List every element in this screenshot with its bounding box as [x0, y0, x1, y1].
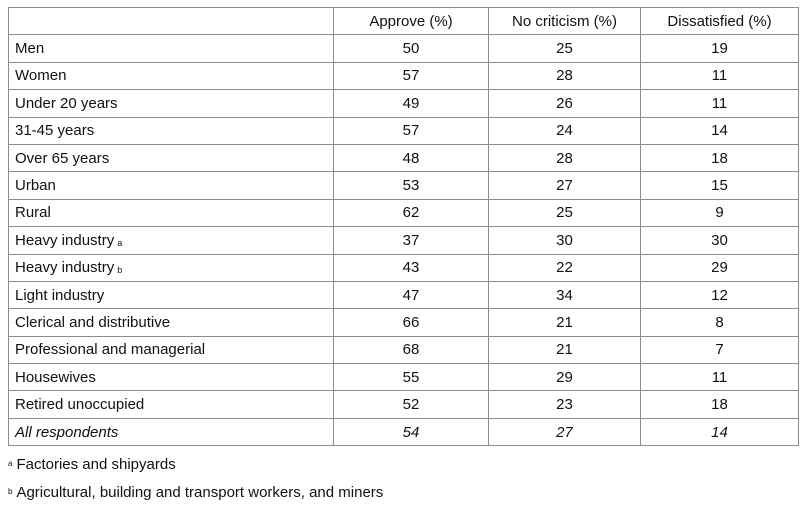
no-criticism-cell: 28: [489, 62, 641, 89]
header-approve: Approve (%): [334, 8, 489, 35]
approve-cell: 52: [334, 391, 489, 418]
dissatisfied-cell: 30: [641, 227, 799, 254]
footnote-text: Agricultural, building and transport workers, and miners: [16, 484, 384, 501]
no-criticism-cell: 22: [489, 254, 641, 281]
no-criticism-cell: 30: [489, 227, 641, 254]
row-label-text: Housewives: [15, 368, 96, 386]
header-blank: [9, 8, 334, 35]
total-no-criticism-cell: 27: [489, 418, 641, 445]
footnote: [8, 450, 383, 478]
footnotes: [8, 450, 383, 506]
table-row: [9, 391, 799, 418]
no-criticism-cell: 23: [489, 391, 641, 418]
table-body: [9, 35, 799, 446]
row-label-text: 31-45 years: [15, 122, 95, 140]
header-dissatisfied: Dissatisfied (%): [641, 8, 799, 35]
row-label: [9, 199, 334, 226]
row-label-text: Heavy industry: [15, 231, 115, 249]
no-criticism-cell: 26: [489, 90, 641, 117]
row-label-text: Men: [15, 40, 45, 58]
table-row: [9, 117, 799, 144]
row-label: [9, 62, 334, 89]
dissatisfied-cell: 18: [641, 391, 799, 418]
footnote-marker: a: [8, 459, 13, 468]
table-row: [9, 35, 799, 62]
dissatisfied-cell: 29: [641, 254, 799, 281]
no-criticism-cell: 34: [489, 281, 641, 308]
row-label: [9, 90, 334, 117]
footnote: [8, 478, 383, 506]
table-row: [9, 254, 799, 281]
footnote-marker: b: [117, 265, 123, 276]
row-label-text: Clerical and distributive: [15, 313, 171, 331]
total-dissatisfied-cell: 14: [641, 418, 799, 445]
approve-cell: 49: [334, 90, 489, 117]
no-criticism-cell: 24: [489, 117, 641, 144]
dissatisfied-cell: 11: [641, 90, 799, 117]
row-label-text: Under 20 years: [15, 94, 118, 112]
row-label-text: Over 65 years: [15, 149, 110, 167]
total-label: All respondents: [9, 418, 334, 445]
approve-cell: 57: [334, 62, 489, 89]
table-row: [9, 227, 799, 254]
row-label: [9, 35, 334, 62]
approve-cell: 48: [334, 144, 489, 171]
table-row: [9, 90, 799, 117]
dissatisfied-cell: 12: [641, 281, 799, 308]
dissatisfied-cell: 11: [641, 62, 799, 89]
row-label-text: Retired unoccupied: [15, 396, 145, 414]
table-row: [9, 281, 799, 308]
table-row: [9, 364, 799, 391]
table-row: [9, 336, 799, 363]
no-criticism-cell: 21: [489, 336, 641, 363]
dissatisfied-cell: 18: [641, 144, 799, 171]
dissatisfied-cell: 11: [641, 364, 799, 391]
dissatisfied-cell: 15: [641, 172, 799, 199]
table-row: [9, 172, 799, 199]
approve-cell: 55: [334, 364, 489, 391]
no-criticism-cell: 27: [489, 172, 641, 199]
table-row: [9, 309, 799, 336]
survey-table: [8, 7, 799, 446]
row-label-text: Light industry: [15, 286, 105, 304]
dissatisfied-cell: 8: [641, 309, 799, 336]
dissatisfied-cell: 14: [641, 117, 799, 144]
table-row: [9, 62, 799, 89]
dissatisfied-cell: 9: [641, 199, 799, 226]
row-label-text: Heavy industry: [15, 259, 115, 277]
row-label: [9, 254, 334, 281]
footnote-text: Factories and shipyards: [16, 456, 176, 473]
approve-cell: 47: [334, 281, 489, 308]
row-label: [9, 117, 334, 144]
table-row: [9, 144, 799, 171]
approve-cell: 62: [334, 199, 489, 226]
row-label: [9, 391, 334, 418]
no-criticism-cell: 21: [489, 309, 641, 336]
header-no-criticism: No criticism (%): [489, 8, 641, 35]
total-approve-cell: 54: [334, 418, 489, 445]
row-label: [9, 172, 334, 199]
row-label-text: Rural: [15, 204, 51, 222]
row-label: [9, 281, 334, 308]
approve-cell: 68: [334, 336, 489, 363]
approve-cell: 37: [334, 227, 489, 254]
no-criticism-cell: 28: [489, 144, 641, 171]
dissatisfied-cell: 7: [641, 336, 799, 363]
dissatisfied-cell: 19: [641, 35, 799, 62]
row-label-text: Urban: [15, 177, 56, 195]
row-label: [9, 364, 334, 391]
approve-cell: 53: [334, 172, 489, 199]
footnote-marker: b: [8, 487, 13, 496]
approve-cell: 50: [334, 35, 489, 62]
table-total-row: [9, 418, 799, 445]
no-criticism-cell: 25: [489, 35, 641, 62]
row-label-text: Women: [15, 67, 67, 85]
table-header-row: [9, 8, 799, 35]
approve-cell: 57: [334, 117, 489, 144]
table-row: [9, 199, 799, 226]
row-label: [9, 336, 334, 363]
footnote-marker: a: [117, 237, 123, 248]
row-label-text: Professional and managerial: [15, 341, 206, 359]
row-label: [9, 144, 334, 171]
row-label: [9, 227, 334, 254]
row-label: [9, 309, 334, 336]
no-criticism-cell: 25: [489, 199, 641, 226]
survey-table-container: [8, 7, 799, 446]
approve-cell: 66: [334, 309, 489, 336]
approve-cell: 43: [334, 254, 489, 281]
no-criticism-cell: 29: [489, 364, 641, 391]
